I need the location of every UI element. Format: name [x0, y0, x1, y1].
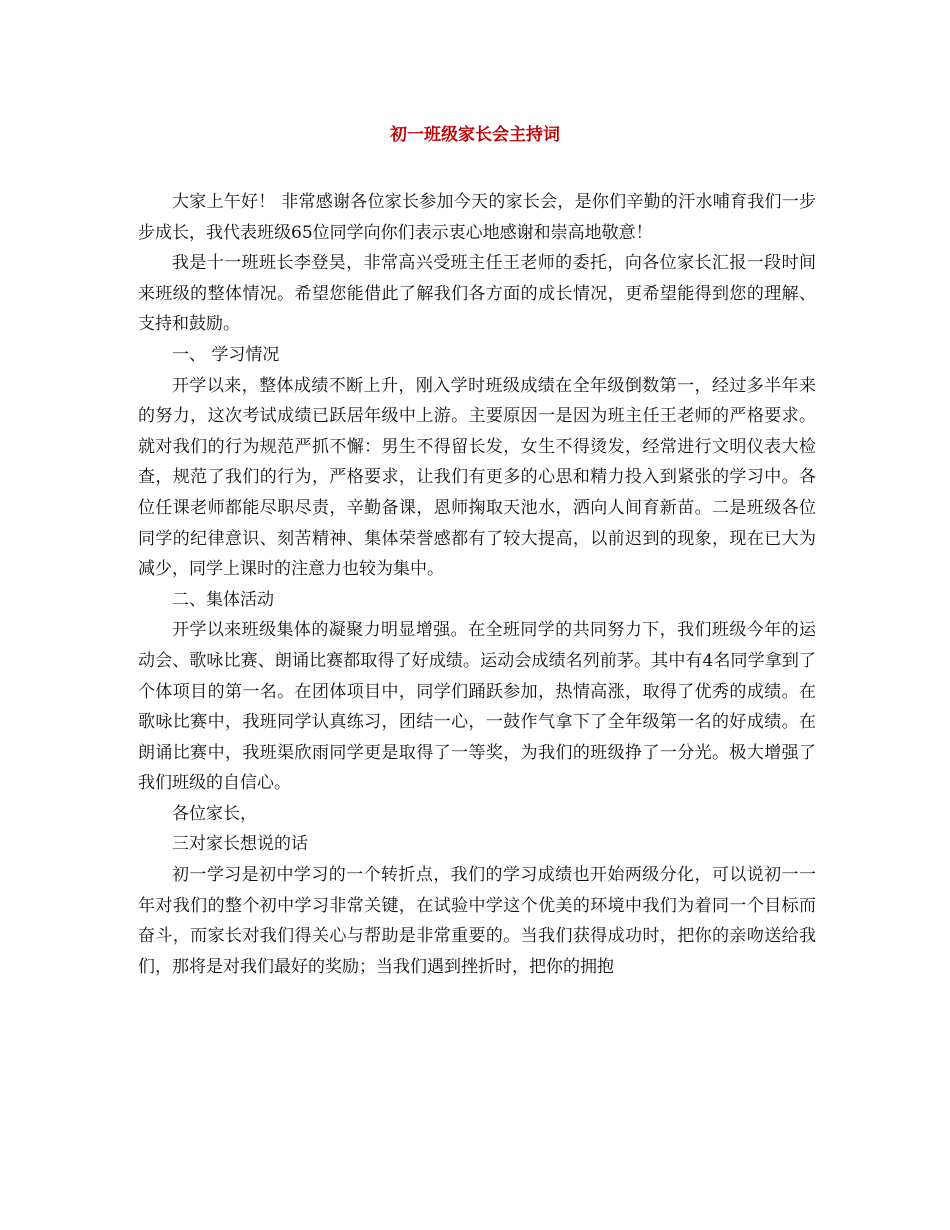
- paragraph-greeting: 大家上午好！ 非常感谢各位家长参加今天的家长会，是你们辛勤的汗水哺育我们一步步成长，我代表班级65位同学向你们表示衷心地感谢和崇高地敬意！: [138, 192, 816, 243]
- paragraph-activities: 开学以来班级集体的凝聚力明显增强。在全班同学的共同努力下，我们班级今年的运动会、歌咏比赛、朗诵比赛都取得了好成绩。运动会成绩名列前茅。其中有4名同学拿到了个体项目的第一名。在团体项目中，同学们踊跃参加，热情高涨，取得了优秀的成绩。在歌咏比赛中，我班同学认真练习，团结一心，一鼓作气拿下了全年级第一名的好成绩。在朗诵比赛中，我班渠欣雨同学更是取得了一等奖，为我们的班级挣了一分光。极大增强了我们班级的自信心。: [138, 620, 816, 794]
- paragraph-address-parents: 各位家长，: [172, 803, 257, 824]
- document-body: [138, 187, 816, 982]
- paragraph-introduction: 我是十一班班长李登昊，非常高兴受班主任王老师的委托，向各位家长汇报一段时间来班级的整体情况。希望您能借此了解我们各方面的成长情况，更希望能得到您的理解、支持和鼓励。: [138, 253, 816, 335]
- paragraph-study: 开学以来，整体成绩不断上升，刚入学时班级成绩在全年级倒数第一，经过多半年来的努力，这次考试成绩已跃居年级中上游。主要原因一是因为班主任王老师的严格要求。就对我们的行为规范严抓不懈：男生不得留长发，女生不得烫发，经常进行文明仪表大检查，规范了我们的行为，严格要求，让我们有更多的心思和精力投入到紧张的学习中。各位任课老师都能尽职尽责，辛勤备课，恩师掬取天池水，洒向人间育新苗。二是班级各位同学的纪律意识、刻苦精神、集体荣誉感都有了较大提高，以前迟到的现象，现在已大为减少，同学上课时的注意力也较为集中。: [138, 375, 816, 580]
- section-heading-activities: 二、集体活动: [172, 589, 274, 610]
- document-title: 初一班级家长会主持词: [390, 125, 560, 145]
- paragraph-words-to-parents: 初一学习是初中学习的一个转折点，我们的学习成绩也开始两级分化，可以说初一一年对我们的整个初中学习非常关键，在试验中学这个优美的环境中我们为着同一个目标而奋斗，而家长对我们得关心与帮助是非常重要的。当我们获得成功时，把你的亲吻送给我们，那将是对我们最好的奖励；当我们遇到挫折时，把你的拥抱: [138, 865, 816, 977]
- section-heading-words-to-parents: 三对家长想说的话: [172, 834, 308, 855]
- section-heading-study: 一、 学习情况: [172, 344, 280, 365]
